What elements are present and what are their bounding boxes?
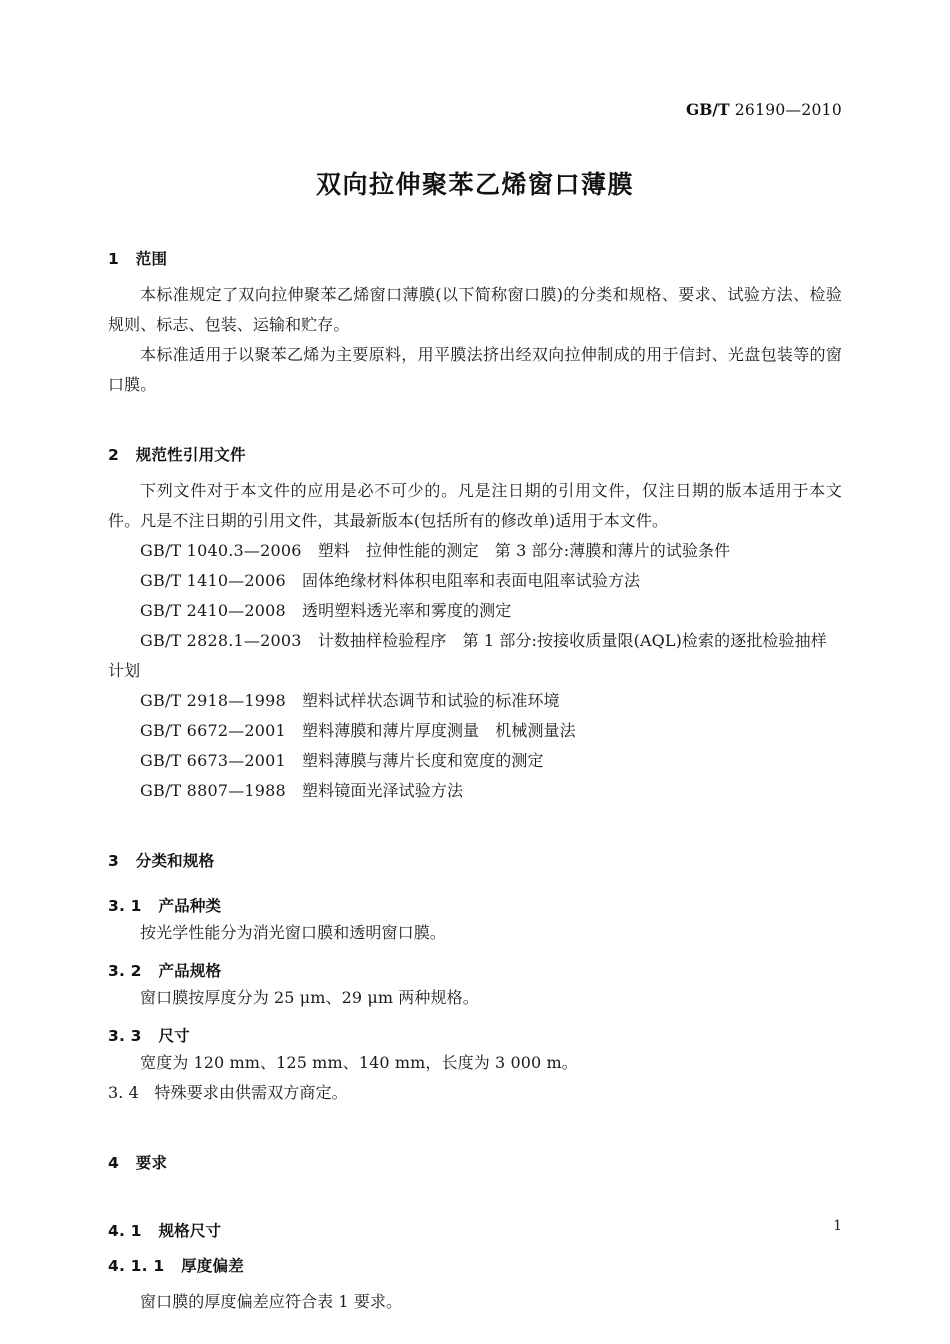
- reference-title: 塑料薄膜和薄片厚度测量 机械测量法: [302, 721, 576, 741]
- reference-code: GB/T 8807—1988: [140, 781, 286, 801]
- clause-3-4-item: 3. 4 特殊要求由供需双方商定。: [108, 1083, 348, 1103]
- heading-clause-3-classification: 3 分类和规格: [108, 852, 215, 871]
- reference-title: 计数抽样检验程序 第 1 部分:按接收质量限(AQL)检索的逐批检验抽样: [317, 631, 827, 651]
- reference-item: [108, 596, 842, 626]
- clause-1-paragraph-2: 本标准适用于以聚苯乙烯为主要原料，用平膜法挤出经双向拉伸制成的用于信封、光盘包装等的窗口膜。: [108, 345, 842, 394]
- standard-code-prefix: GB/T: [685, 100, 730, 119]
- standard-code-header: [686, 100, 842, 119]
- reference-code: GB/T 1040.3—2006: [140, 541, 302, 561]
- reference-code: GB/T 2410—2008: [140, 601, 286, 621]
- heading-clause-3-2: 3. 2 产品规格: [108, 961, 222, 980]
- heading-clause-4-requirements: 4 要求: [108, 1154, 168, 1173]
- reference-title: 透明塑料透光率和雾度的测定: [302, 601, 512, 621]
- heading-clause-1-scope: 1 范围: [108, 249, 168, 268]
- reference-item: [108, 776, 842, 806]
- clause-4-1-1-body: 窗口膜的厚度偏差应符合表 1 要求。: [140, 1292, 403, 1311]
- reference-item: [108, 746, 842, 776]
- reference-item: [108, 686, 842, 716]
- reference-code: GB/T 1410—2006: [140, 571, 286, 591]
- reference-code: GB/T 6673—2001: [140, 751, 286, 771]
- reference-code: GB/T 2918—1998: [140, 691, 286, 711]
- standard-code-rest: 26190—2010: [729, 101, 842, 119]
- clause-3-3-body: 宽度为 120 mm、125 mm、140 mm，长度为 3 000 m。: [140, 1053, 578, 1073]
- clause-1-paragraph-1: 本标准规定了双向拉伸聚苯乙烯窗口薄膜(以下简称窗口膜)的分类和规格、要求、试验方法、检验规则、标志、包装、运输和贮存。: [108, 285, 842, 334]
- reference-code: GB/T 2828.1—2003: [140, 631, 302, 651]
- reference-item: [108, 536, 842, 566]
- reference-title: 塑料试样状态调节和试验的标准环境: [302, 691, 560, 711]
- clause-3-1-body: 按光学性能分为消光窗口膜和透明窗口膜。: [140, 922, 446, 942]
- page-title: 双向拉伸聚苯乙烯窗口薄膜: [315, 170, 634, 199]
- spacer: [108, 874, 842, 883]
- heading-clause-4-1-1: 4. 1. 1 厚度偏差: [108, 1256, 244, 1275]
- document-body: [108, 168, 842, 1317]
- reference-item: [108, 626, 842, 656]
- spacer: [108, 1278, 842, 1287]
- page-header: [108, 100, 842, 122]
- reference-item: [108, 566, 842, 596]
- reference-title: 塑料 拉伸性能的测定 第 3 部分:薄膜和薄片的试验条件: [317, 541, 731, 561]
- heading-clause-3-1: 3. 1 产品种类: [108, 896, 222, 915]
- page-number: 1: [833, 1218, 842, 1234]
- heading-clause-4-1: 4. 1 规格尺寸: [108, 1221, 222, 1240]
- clause-2-paragraph-1: 下列文件对于本文件的应用是必不可少的。凡是注日期的引用文件，仅注日期的版本适用于本文件。凡是不注日期的引用文件，其最新版本(包括所有的修改单)适用于本文件。: [108, 481, 842, 531]
- reference-code: GB/T 6672—2001: [140, 721, 286, 741]
- heading-clause-2-normative-references: 2 规范性引用文件: [108, 446, 246, 464]
- clause-3-2-body: 窗口膜按厚度分为 25 μm、29 μm 两种规格。: [140, 988, 479, 1007]
- reference-title: 固体绝缘材料体积电阻率和表面电阻率试验方法: [302, 571, 641, 591]
- reference-title: 塑料薄膜与薄片长度和宽度的测定: [302, 751, 544, 771]
- reference-title: 塑料镜面光泽试验方法: [302, 781, 464, 801]
- reference-item: [108, 716, 842, 746]
- reference-item-continuation: 计划: [108, 661, 141, 681]
- heading-clause-3-3: 3. 3 尺寸: [108, 1027, 190, 1045]
- page-footer: [108, 1218, 842, 1234]
- spacer: [108, 271, 842, 280]
- spacer: [108, 467, 842, 476]
